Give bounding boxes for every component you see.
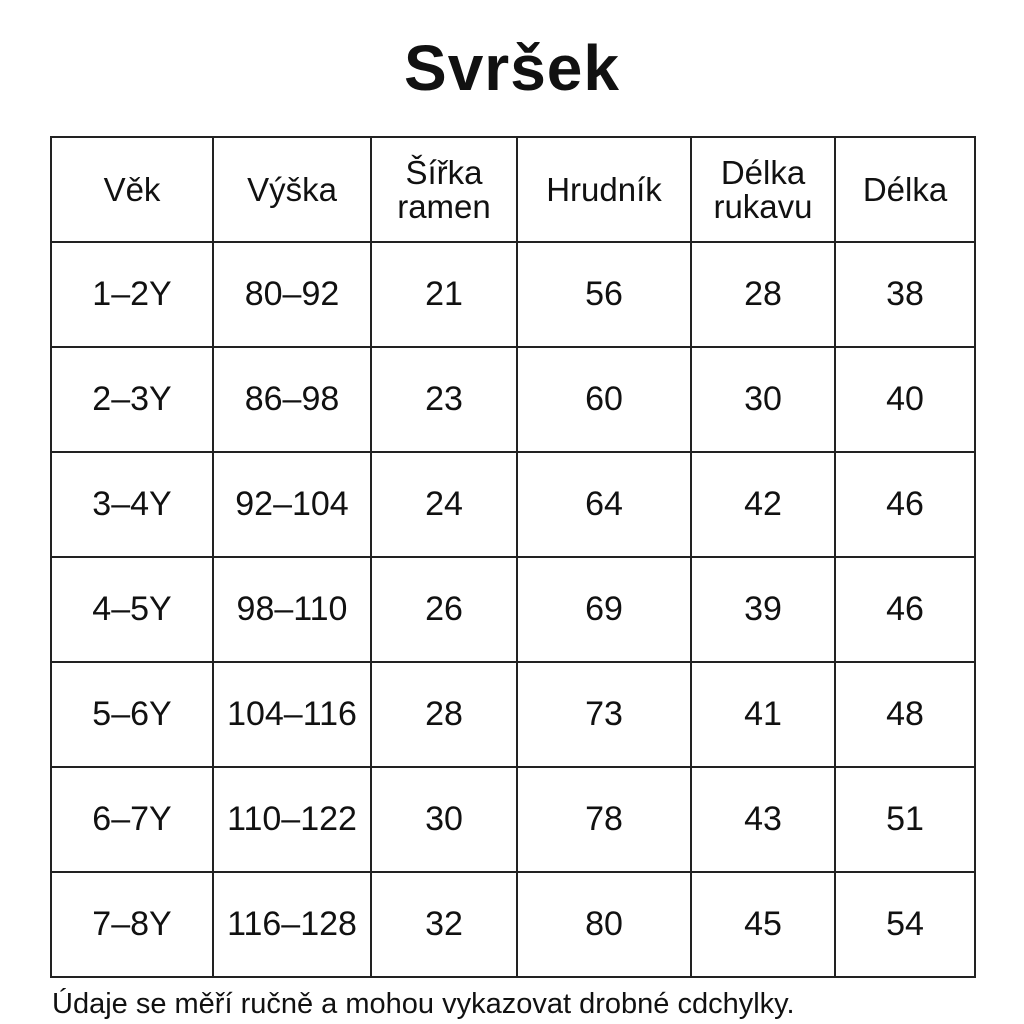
header-sleeve-length [691,137,835,242]
cell-shoulder-width: 23 [371,347,517,452]
cell-sleeve-length: 39 [691,557,835,662]
cell-height: 110–122 [213,767,371,872]
header-sleeve-length-line2: rukavu [713,187,813,225]
cell-sleeve-length: 45 [691,872,835,977]
cell-length: 46 [835,452,975,557]
cell-sleeve-length: 28 [691,242,835,347]
cell-chest: 73 [517,662,691,767]
cell-shoulder-width: 32 [371,872,517,977]
cell-length: 38 [835,242,975,347]
header-chest-label: Hrudník [546,170,662,208]
cell-shoulder-width: 30 [371,767,517,872]
measurement-footnote: Údaje se měří ručně a mohou vykazovat drobné cdchylky. [52,988,795,1020]
cell-height: 92–104 [213,452,371,557]
header-height [213,137,371,242]
header-length-label: Délka [862,170,948,208]
cell-length: 48 [835,662,975,767]
cell-chest: 64 [517,452,691,557]
cell-chest: 69 [517,557,691,662]
cell-length: 40 [835,347,975,452]
cell-sleeve-length: 43 [691,767,835,872]
cell-sleeve-length: 42 [691,452,835,557]
header-length [835,137,975,242]
table-row [51,557,975,662]
cell-sleeve-length: 41 [691,662,835,767]
cell-height: 80–92 [213,242,371,347]
cell-age: 6–7Y [51,767,213,872]
table-row [51,872,975,977]
header-chest [517,137,691,242]
header-age [51,137,213,242]
table-row [51,347,975,452]
table-row [51,242,975,347]
cell-sleeve-length: 30 [691,347,835,452]
cell-shoulder-width: 24 [371,452,517,557]
cell-length: 54 [835,872,975,977]
table-header-row [51,137,975,242]
cell-length: 46 [835,557,975,662]
cell-age: 1–2Y [51,242,213,347]
cell-chest: 80 [517,872,691,977]
cell-age: 5–6Y [51,662,213,767]
header-shoulder-width-line2: ramen [397,187,491,225]
cell-age: 3–4Y [51,452,213,557]
cell-shoulder-width: 26 [371,557,517,662]
table-row [51,767,975,872]
cell-shoulder-width: 28 [371,662,517,767]
cell-age: 2–3Y [51,347,213,452]
cell-age: 7–8Y [51,872,213,977]
table-row [51,662,975,767]
cell-age: 4–5Y [51,557,213,662]
page-title: Svršek [404,32,620,104]
table-row [51,452,975,557]
size-chart-table [50,136,976,978]
header-shoulder-width [371,137,517,242]
header-sleeve-length-line1: Délka [720,153,806,191]
cell-chest: 60 [517,347,691,452]
header-height-label: Výška [247,170,337,208]
cell-chest: 78 [517,767,691,872]
cell-chest: 56 [517,242,691,347]
cell-height: 116–128 [213,872,371,977]
cell-height: 104–116 [213,662,371,767]
cell-length: 51 [835,767,975,872]
cell-shoulder-width: 21 [371,242,517,347]
header-shoulder-width-line1: Šířka [405,153,483,191]
header-age-label: Věk [103,170,161,208]
cell-height: 86–98 [213,347,371,452]
cell-height: 98–110 [213,557,371,662]
